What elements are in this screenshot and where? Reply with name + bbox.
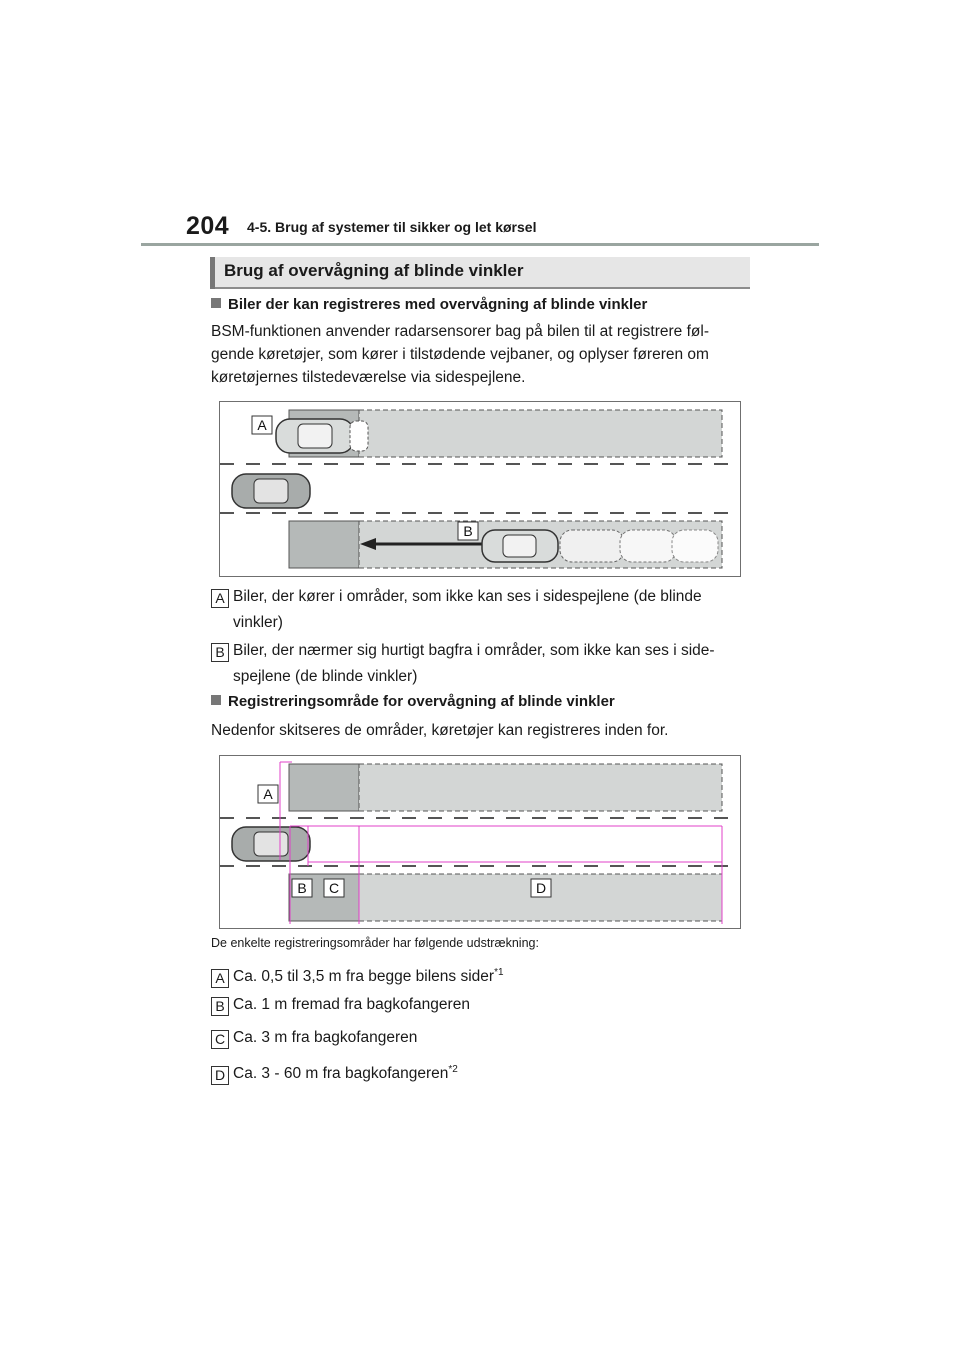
own-car-icon [232,474,310,508]
figure-detection-range [219,755,741,929]
figure-label-a: A [257,417,267,433]
figure-blind-spot-vehicles [219,401,741,577]
range-item-d [211,1057,458,1087]
range-item-b [211,992,470,1018]
section-title: Brug af overvågning af blinde vinkler [224,261,524,280]
range-item-c [211,1025,417,1051]
vehicle-a-ghost-icon [350,421,368,451]
legend-text: Biler, der kører i områder, som ikke kan ses i sidespejlene (de blinde [233,588,702,605]
square-bullet-icon [211,298,221,308]
range-item-a [211,960,504,990]
figure-label-c: C [328,880,340,896]
vehicle-b-ghost-icon [620,530,676,562]
legend-text: Ca. 0,5 til 3,5 m fra begge bilens sider [233,968,495,986]
legend-text-continued: spejlene (de blinde vinkler) [233,668,418,685]
legend-key: D [211,1066,229,1085]
vehicle-b-ghost-icon [672,530,718,562]
paragraph-line: gende køretøjer, som kører i tilstødende vejbaner, og oplyser føreren om [211,346,709,363]
figure-label-b: B [463,523,473,539]
vehicle-a-icon [276,419,354,453]
subheading-text: Biler der kan registreres med overvågning af blinde vinkler [228,296,648,313]
section-heading-box [210,257,750,289]
square-bullet-icon [211,695,221,705]
legend-item-a [211,584,702,636]
figure-caption: De enkelte registreringsområder har følgende udstrækning: [211,936,539,950]
vehicle-b-icon [482,530,558,562]
paragraph-line: køretøjernes tilstedeværelse via sidespejlene. [211,369,526,386]
figure-label-d: D [535,880,547,896]
footnote-marker: *2 [448,1064,458,1075]
legend-key: A [211,589,229,608]
zone-b-upper [289,764,359,811]
legend-text: Biler, der nærmer sig hurtigt bagfra i områder, som ikke kan ses i side- [233,642,715,659]
section-heading-bar [210,257,215,289]
figure-label-b: B [297,880,307,896]
blind-spot-zone-near-right [289,521,359,568]
page-number: 204 [186,212,230,240]
header-rule [141,243,819,246]
subheading-detectable-vehicles [211,296,647,313]
legend-text: Ca. 3 m fra bagkofangeren [233,1029,418,1046]
legend-key: B [211,997,229,1016]
vehicle-b-ghost-icon [560,530,624,562]
legend-text: Ca. 1 m fremad fra bagkofangeren [233,996,470,1013]
legend-key: B [211,643,229,662]
subheading-text: Registreringsområde for overvågning af blinde vinkler [228,693,615,710]
detection-zone-left [359,410,722,457]
legend-text-continued: vinkler) [233,614,283,631]
figure-label-a: A [263,786,273,802]
legend-item-b [211,638,715,690]
subheading-detection-range [211,693,615,710]
legend-text: Ca. 3 - 60 m fra bagkofangeren [233,1065,449,1083]
legend-key: A [211,969,229,988]
range-paragraph: Nedenfor skitseres de områder, køretøjer kan registreres inden for. [211,722,669,739]
paragraph-line: BSM-funktionen anvender radarsensorer bag på bilen til at registrere føl- [211,323,709,340]
own-car-icon [232,827,310,861]
footnote-marker: *1 [494,967,504,978]
zone-d-upper [359,764,722,811]
intro-paragraph [211,320,751,389]
legend-key: C [211,1030,229,1049]
chapter-title: 4-5. Brug af systemer til sikker og let kørsel [247,219,537,235]
